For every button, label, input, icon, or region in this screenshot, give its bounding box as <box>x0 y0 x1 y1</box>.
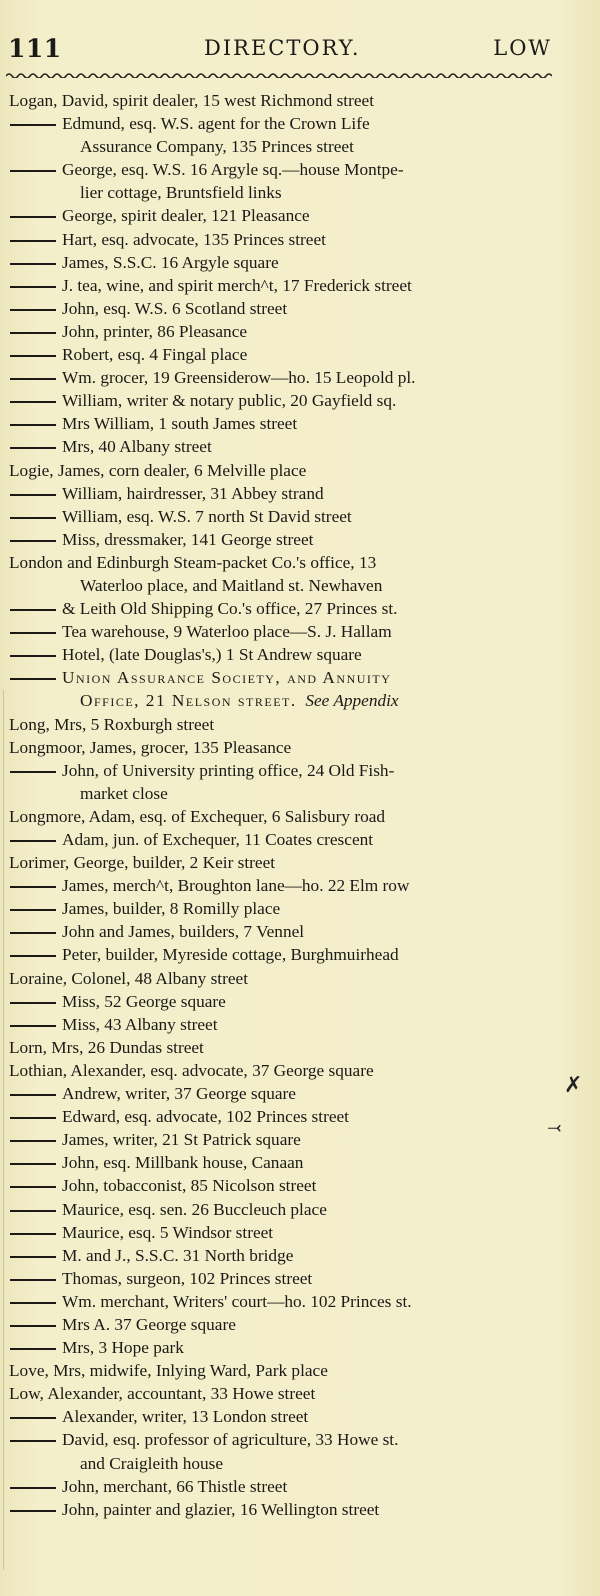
entry-lothian-mrs-a: Mrs A. 37 George square <box>0 1313 560 1336</box>
entry-low-john-painter: John, painter and glazier, 16 Wellington street <box>0 1498 560 1521</box>
entry-logan-edmund: Edmund, esq. W.S. agent for the Crown Life <box>0 112 560 135</box>
entry-continuation: market close <box>80 783 168 803</box>
entry-logan-george: George, esq. W.S. 16 Argyle sq.—house Montpe- <box>0 158 560 181</box>
entry-continuation: Waterloo place, and Maitland st. Newhaven <box>80 575 383 595</box>
entry-loraine-miss-george: Miss, 52 George square <box>0 990 560 1013</box>
entry-lorimer-peter: Peter, builder, Myreside cottage, Burghmuirhead <box>0 943 560 966</box>
entry-logan-john-printer: John, printer, 86 Pleasance <box>0 320 560 343</box>
entry-logie-miss: Miss, dressmaker, 141 George street <box>0 528 560 551</box>
entry-logan-james: James, S.S.C. 16 Argyle square <box>0 251 560 274</box>
entry-lothian-m-and-j: M. and J., S.S.C. 31 North bridge <box>0 1244 560 1267</box>
entry-longmoor-james: Longmoor, James, grocer, 135 Pleasance <box>9 737 292 757</box>
entry-loraine-colonel: Loraine, Colonel, 48 Albany street <box>9 968 249 988</box>
entry-union-assurance <box>0 666 560 689</box>
entry-love-mrs: Love, Mrs, midwife, Inlying Ward, Park place <box>9 1361 328 1381</box>
directory-entries <box>0 89 560 1521</box>
page-number: 111 <box>8 34 62 63</box>
entry-continuation: and Craigleith house <box>80 1453 224 1473</box>
entry-london-tea: Tea warehouse, 9 Waterloo place—S. J. Hallam <box>0 620 560 643</box>
entry-logie-william-ws: William, esq. W.S. 7 north St David street <box>0 505 560 528</box>
entry-continuation: lier cottage, Bruntsfield links <box>80 183 282 203</box>
entry-low-john-merchant: John, merchant, 66 Thistle street <box>0 1475 560 1498</box>
entry-lothian-john-tobacconist: John, tobacconist, 85 Nicolson street <box>0 1174 560 1197</box>
union-assurance-text: Union Assurance Society, and Annuity <box>62 668 392 688</box>
entry-longmoor-john: John, of University printing office, 24 Old Fish- <box>0 759 560 782</box>
page-header <box>4 34 552 70</box>
entry-lothian-maurice-sen: Maurice, esq. sen. 26 Buccleuch place <box>0 1198 560 1221</box>
entry-leith-shipping: & Leith Old Shipping Co.'s office, 27 Princes st. <box>0 597 560 620</box>
entry-low-david: David, esq. professor of agriculture, 33 Howe st. <box>0 1428 560 1451</box>
entry-london-hotel: Hotel, (late Douglas's,) 1 St Andrew square <box>0 643 560 666</box>
entry-lorn-mrs: Lorn, Mrs, 26 Dundas street <box>9 1037 204 1057</box>
entry-low-alexander-writer: Alexander, writer, 13 London street <box>0 1405 560 1428</box>
entry-long-mrs: Long, Mrs, 5 Roxburgh street <box>9 714 215 734</box>
entry-lorimer-james-builder: James, builder, 8 Romilly place <box>0 897 560 920</box>
office-text: Office, 21 Nelson street. <box>80 691 297 711</box>
entry-continuation: Assurance Company, 135 Princes street <box>80 137 354 157</box>
entry-lorimer-john-james: John and James, builders, 7 Vennel <box>0 920 560 943</box>
catchword: LOW <box>493 36 552 60</box>
entry-logan-mrs: Mrs, 40 Albany street <box>0 435 560 458</box>
entry-logie-james: Logie, James, corn dealer, 6 Melville place <box>9 460 307 480</box>
entry-lorimer-james-merch: James, merch^t, Broughton lane—ho. 22 Elm row <box>0 874 560 897</box>
entry-low-alexander: Low, Alexander, accountant, 33 Howe street <box>9 1384 316 1404</box>
entry-logan-john-ws: John, esq. W.S. 6 Scotland street <box>0 297 560 320</box>
entry-lothian-john-millbank: John, esq. Millbank house, Canaan <box>0 1151 560 1174</box>
entry-logan-hart: Hart, esq. advocate, 135 Princes street <box>0 228 560 251</box>
entry-lorimer-george: Lorimer, George, builder, 2 Keir street <box>9 853 276 873</box>
entry-lothian-mrs: Mrs, 3 Hope park <box>0 1336 560 1359</box>
entry-lothian-maurice: Maurice, esq. 5 Windsor street <box>0 1221 560 1244</box>
entry-logie-william-hair: William, hairdresser, 31 Abbey strand <box>0 482 560 505</box>
entry-logan-william: William, writer & notary public, 20 Gayfield sq. <box>0 389 560 412</box>
entry-logan-mrs-william: Mrs William, 1 south James street <box>0 412 560 435</box>
margin-arrow-mark: ⤙ <box>548 1117 561 1136</box>
entry-lothian-thomas: Thomas, surgeon, 102 Princes street <box>0 1267 560 1290</box>
entry-logan-wm: Wm. grocer, 19 Greensiderow—ho. 15 Leopold pl. <box>0 366 560 389</box>
margin-cross-mark: ✗ <box>564 1073 583 1098</box>
entry-lothian-edward: Edward, esq. advocate, 102 Princes street <box>0 1105 560 1128</box>
entry-union-office <box>0 689 560 712</box>
entry-logan-robert: Robert, esq. 4 Fingal place <box>0 343 560 366</box>
entry-longmore-adam-jun: Adam, jun. of Exchequer, 11 Coates crescent <box>0 828 560 851</box>
ornamental-rule <box>6 72 552 78</box>
entry-logan-david: Logan, David, spirit dealer, 15 west Richmond street <box>9 91 375 110</box>
entry-lothian-alexander: Lothian, Alexander, esq. advocate, 37 George square <box>9 1060 374 1080</box>
entry-lothian-wm: Wm. merchant, Writers' court—ho. 102 Princes st. <box>0 1290 560 1313</box>
entry-logan-j: J. tea, wine, and spirit merch^t, 17 Frederick street <box>0 274 560 297</box>
entry-longmore-adam: Longmore, Adam, esq. of Exchequer, 6 Salisbury road <box>9 806 386 826</box>
entry-loraine-miss-albany: Miss, 43 Albany street <box>0 1013 560 1036</box>
running-title: DIRECTORY. <box>204 36 361 60</box>
entry-london-edinburgh: London and Edinburgh Steam-packet Co.'s office, 13 <box>9 552 377 572</box>
entry-logan-george-spirit: George, spirit dealer, 121 Pleasance <box>0 204 560 227</box>
entry-lothian-james: James, writer, 21 St Patrick square <box>0 1128 560 1151</box>
entry-lothian-andrew: Andrew, writer, 37 George square <box>0 1082 560 1105</box>
see-appendix: See Appendix <box>305 691 399 711</box>
